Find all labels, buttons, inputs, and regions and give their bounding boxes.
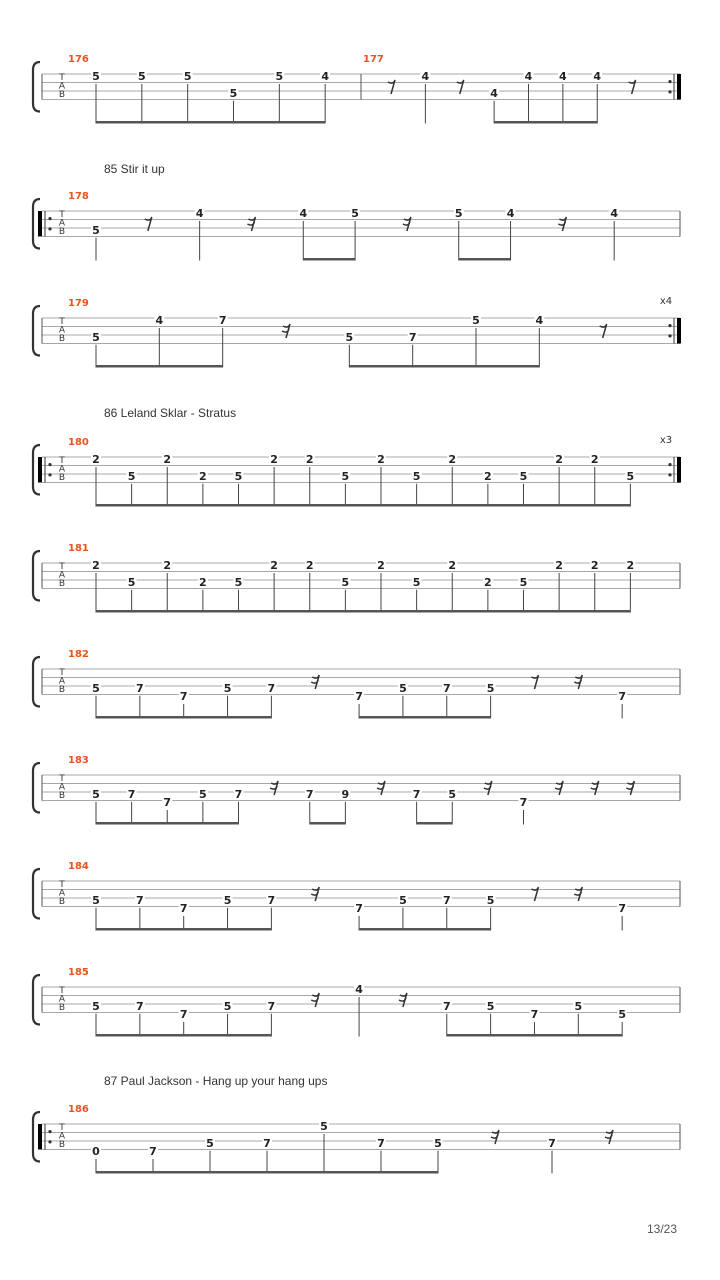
fret-number: 5 bbox=[486, 999, 495, 1013]
beam bbox=[132, 822, 168, 825]
beam bbox=[349, 365, 412, 368]
fret-number: 7 bbox=[179, 902, 188, 915]
fret-number: 2 bbox=[270, 453, 278, 466]
measure-number: 176 bbox=[68, 54, 89, 65]
beam bbox=[447, 1034, 491, 1037]
fret-number: 2 bbox=[590, 559, 599, 572]
measure-number: 178 bbox=[68, 191, 89, 202]
fret-number: 7 bbox=[127, 787, 136, 801]
fret-number: 2 bbox=[555, 559, 563, 572]
fret-number: 7 bbox=[218, 314, 227, 327]
system-bracket bbox=[33, 975, 40, 1025]
repeat-dot bbox=[668, 473, 671, 476]
tab-clef-letter: B bbox=[58, 1140, 66, 1150]
beam bbox=[167, 504, 203, 507]
system-bracket bbox=[33, 763, 40, 813]
fret-number: 5 bbox=[399, 681, 407, 695]
fret-number: 7 bbox=[179, 690, 188, 703]
beam bbox=[96, 365, 159, 368]
fret-number: 7 bbox=[519, 796, 528, 809]
measure-number: 177 bbox=[363, 54, 384, 65]
tab-clef-letter: A bbox=[58, 325, 66, 336]
fret-number: 5 bbox=[519, 469, 528, 483]
measure-number: 185 bbox=[68, 967, 89, 978]
measure-number: 180 bbox=[68, 437, 89, 448]
beam bbox=[140, 716, 184, 719]
beam bbox=[210, 1171, 267, 1174]
fret-number: 7 bbox=[442, 893, 451, 907]
fret-number: 5 bbox=[127, 469, 136, 483]
tab-clef-letter: B bbox=[58, 685, 66, 695]
fret-number: 7 bbox=[234, 787, 243, 801]
beam bbox=[488, 504, 524, 507]
fret-number: 2 bbox=[377, 559, 385, 572]
fret-number: 5 bbox=[486, 893, 495, 907]
measure-number: 179 bbox=[68, 298, 89, 309]
repeat-dot bbox=[668, 90, 671, 93]
fret-number: 7 bbox=[305, 787, 314, 801]
beam bbox=[188, 121, 234, 124]
tab-clef-letter: A bbox=[58, 676, 66, 687]
section-title-85: 85 Stir it up bbox=[104, 162, 165, 176]
fret-number: 5 bbox=[92, 787, 100, 801]
fret-number: 2 bbox=[377, 453, 385, 466]
repeat-end-thick-bar bbox=[677, 457, 681, 483]
fret-number: 2 bbox=[590, 453, 599, 466]
fret-number: 5 bbox=[434, 1136, 442, 1150]
fret-number: 5 bbox=[92, 330, 100, 344]
beam bbox=[167, 610, 203, 613]
beam bbox=[96, 928, 140, 931]
beam bbox=[228, 1034, 272, 1037]
beam bbox=[381, 504, 417, 507]
fret-number: 4 bbox=[610, 207, 619, 220]
fret-number: 5 bbox=[234, 575, 243, 589]
beam bbox=[381, 1171, 438, 1174]
beam bbox=[140, 928, 184, 931]
fret-number: 7 bbox=[618, 690, 626, 703]
beam bbox=[534, 1034, 578, 1037]
fret-number: 2 bbox=[484, 575, 492, 589]
beam bbox=[142, 121, 188, 124]
tab-clef-letter: B bbox=[58, 579, 66, 589]
beam bbox=[447, 928, 491, 931]
fret-number: 7 bbox=[548, 1136, 556, 1150]
staff-system bbox=[33, 967, 680, 1037]
fret-number: 5 bbox=[351, 207, 359, 220]
beam bbox=[559, 610, 595, 613]
fret-number: 7 bbox=[267, 999, 276, 1013]
fret-number: 5 bbox=[448, 787, 457, 801]
tab-clef-letter: A bbox=[58, 1131, 66, 1142]
fret-number: 2 bbox=[163, 559, 172, 572]
beam bbox=[563, 121, 597, 124]
fret-number: 5 bbox=[229, 86, 238, 100]
beam bbox=[303, 258, 355, 261]
fret-number: 2 bbox=[199, 575, 207, 589]
fret-number: 2 bbox=[555, 453, 563, 466]
beam bbox=[274, 610, 310, 613]
tab-clef-letter: B bbox=[58, 1003, 66, 1013]
repeat-count: x3 bbox=[659, 435, 673, 446]
fret-number: 5 bbox=[234, 469, 243, 483]
beam bbox=[203, 610, 239, 613]
staff-system bbox=[33, 649, 680, 719]
repeat-start-thick-bar bbox=[38, 1124, 42, 1150]
repeat-dot bbox=[48, 473, 51, 476]
fret-number: 5 bbox=[412, 469, 421, 483]
tab-clef-letter: T bbox=[59, 210, 65, 220]
fret-number: 4 bbox=[535, 314, 544, 327]
measure-number: 183 bbox=[68, 755, 89, 766]
fret-number: 5 bbox=[92, 70, 100, 83]
measure-number: 186 bbox=[68, 1104, 89, 1115]
repeat-end-thick-bar bbox=[677, 318, 681, 344]
system-bracket bbox=[33, 551, 40, 601]
repeat-dot bbox=[668, 463, 671, 466]
fret-number: 5 bbox=[412, 575, 421, 589]
beam bbox=[524, 504, 560, 507]
fret-number: 5 bbox=[626, 469, 635, 483]
staff-system bbox=[33, 1104, 680, 1174]
beam bbox=[324, 1171, 381, 1174]
section-title-86: 86 Leland Sklar - Stratus bbox=[104, 406, 237, 420]
beam bbox=[403, 716, 447, 719]
beam bbox=[132, 504, 168, 507]
fret-number: 5 bbox=[399, 893, 407, 907]
beam bbox=[167, 822, 203, 825]
staff-system bbox=[33, 543, 680, 613]
repeat-dot bbox=[48, 463, 51, 466]
beam bbox=[413, 365, 476, 368]
fret-number: 7 bbox=[442, 681, 451, 695]
fret-number: 7 bbox=[530, 1008, 539, 1021]
fret-number: 5 bbox=[92, 893, 100, 907]
measure-number: 182 bbox=[68, 649, 89, 660]
tab-clef-letter: B bbox=[58, 334, 66, 344]
beam bbox=[203, 822, 239, 825]
fret-number: 5 bbox=[92, 223, 100, 237]
staff-system bbox=[33, 191, 680, 261]
beam bbox=[452, 610, 488, 613]
fret-number: 7 bbox=[136, 999, 144, 1013]
fret-number: 5 bbox=[618, 1008, 626, 1021]
tab-clef-letter: A bbox=[58, 994, 66, 1005]
fret-number: 4 bbox=[524, 70, 533, 83]
fret-number: 5 bbox=[472, 314, 480, 327]
beam bbox=[381, 610, 417, 613]
beam bbox=[96, 121, 142, 124]
beam bbox=[96, 610, 132, 613]
beam bbox=[159, 365, 222, 368]
beam bbox=[239, 504, 275, 507]
staff-system bbox=[33, 755, 680, 825]
beam bbox=[559, 504, 595, 507]
fret-number: 2 bbox=[484, 469, 492, 483]
fret-number: 2 bbox=[305, 453, 314, 466]
tab-clef-letter: A bbox=[58, 888, 66, 899]
fret-number: 2 bbox=[305, 559, 314, 572]
repeat-dot bbox=[48, 217, 51, 220]
beam bbox=[239, 610, 275, 613]
fret-number: 7 bbox=[267, 681, 276, 695]
fret-number: 4 bbox=[490, 86, 498, 100]
fret-number: 5 bbox=[199, 787, 207, 801]
beam bbox=[345, 610, 381, 613]
fret-number: 5 bbox=[320, 1120, 328, 1133]
fret-number: 7 bbox=[355, 690, 363, 703]
fret-number: 4 bbox=[321, 70, 329, 83]
beam bbox=[359, 716, 403, 719]
tab-clef-letter: T bbox=[59, 317, 65, 327]
beam bbox=[417, 822, 453, 825]
fret-number: 5 bbox=[223, 681, 232, 695]
repeat-dot bbox=[48, 1130, 51, 1133]
beam bbox=[529, 121, 563, 124]
fret-number: 7 bbox=[263, 1136, 271, 1150]
fret-number: 2 bbox=[92, 559, 100, 572]
beam bbox=[595, 504, 631, 507]
repeat-dot bbox=[48, 227, 51, 230]
tab-clef-letter: T bbox=[59, 668, 65, 678]
beam bbox=[447, 716, 491, 719]
system-bracket bbox=[33, 62, 40, 112]
tab-clef-letter: A bbox=[58, 570, 66, 581]
staff-system bbox=[33, 54, 681, 124]
fret-number: 2 bbox=[92, 453, 100, 466]
beam bbox=[417, 504, 453, 507]
beam bbox=[310, 610, 346, 613]
fret-number: 7 bbox=[408, 330, 417, 344]
repeat-start-thick-bar bbox=[38, 457, 42, 483]
fret-number: 9 bbox=[341, 787, 350, 801]
repeat-dot bbox=[668, 334, 671, 337]
beam bbox=[417, 610, 453, 613]
fret-number: 5 bbox=[138, 70, 146, 83]
tab-clef-letter: B bbox=[58, 227, 66, 237]
beam bbox=[491, 1034, 535, 1037]
beam bbox=[234, 121, 280, 124]
fret-number: 5 bbox=[92, 999, 100, 1013]
fret-number: 5 bbox=[127, 575, 136, 589]
beam bbox=[203, 504, 239, 507]
beam bbox=[132, 610, 168, 613]
fret-number: 5 bbox=[183, 70, 192, 83]
tab-clef-letter: B bbox=[58, 90, 66, 100]
fret-number: 2 bbox=[270, 559, 278, 572]
beam bbox=[96, 504, 132, 507]
beam bbox=[228, 928, 272, 931]
measure-number: 184 bbox=[68, 861, 89, 872]
beam bbox=[96, 822, 132, 825]
fret-number: 7 bbox=[136, 893, 144, 907]
staff-system bbox=[33, 861, 680, 931]
repeat-start-thick-bar bbox=[38, 211, 42, 237]
fret-number: 5 bbox=[223, 893, 232, 907]
fret-number: 5 bbox=[519, 575, 528, 589]
system-bracket bbox=[33, 869, 40, 919]
tab-clef-letter: B bbox=[58, 473, 66, 483]
page-number: 13/23 bbox=[646, 1222, 677, 1236]
fret-number: 2 bbox=[448, 559, 457, 572]
system-bracket bbox=[33, 657, 40, 707]
beam bbox=[153, 1171, 210, 1174]
beam bbox=[184, 928, 228, 931]
fret-number: 5 bbox=[486, 681, 495, 695]
fret-number: 7 bbox=[163, 796, 172, 809]
staff-system bbox=[33, 296, 681, 368]
fret-number: 7 bbox=[149, 1145, 157, 1158]
beam bbox=[279, 121, 325, 124]
fret-number: 2 bbox=[448, 453, 457, 466]
tab-clef-letter: T bbox=[59, 986, 65, 996]
fret-number: 5 bbox=[223, 999, 232, 1013]
fret-number: 5 bbox=[275, 70, 284, 83]
tab-clef-letter: B bbox=[58, 791, 66, 801]
fret-number: 4 bbox=[155, 314, 164, 327]
fret-number: 5 bbox=[92, 681, 100, 695]
fret-number: 7 bbox=[136, 681, 144, 695]
fret-number: 5 bbox=[341, 575, 350, 589]
beam bbox=[274, 504, 310, 507]
beam bbox=[488, 610, 524, 613]
fret-number: 7 bbox=[355, 902, 363, 915]
beam bbox=[310, 822, 346, 825]
beam bbox=[184, 1034, 228, 1037]
fret-number: 4 bbox=[299, 207, 308, 220]
repeat-dot bbox=[668, 80, 671, 83]
beam bbox=[494, 121, 528, 124]
tab-clef-letter: T bbox=[59, 562, 65, 572]
fret-number: 2 bbox=[199, 469, 207, 483]
fret-number: 7 bbox=[267, 893, 276, 907]
beam bbox=[476, 365, 539, 368]
beam bbox=[578, 1034, 622, 1037]
tab-clef-letter: A bbox=[58, 782, 66, 793]
fret-number: 5 bbox=[454, 207, 463, 220]
fret-number: 4 bbox=[421, 70, 430, 83]
tab-clef-letter: A bbox=[58, 81, 66, 92]
beam bbox=[96, 1171, 153, 1174]
beam bbox=[140, 1034, 184, 1037]
beam bbox=[184, 716, 228, 719]
fret-number: 7 bbox=[618, 902, 626, 915]
beam bbox=[310, 504, 346, 507]
section-title-87: 87 Paul Jackson - Hang up your hang ups bbox=[104, 1074, 328, 1088]
beam bbox=[267, 1171, 324, 1174]
fret-number: 4 bbox=[355, 983, 363, 996]
fret-number: 2 bbox=[163, 453, 172, 466]
repeat-count: x4 bbox=[659, 296, 673, 307]
repeat-dot bbox=[48, 1140, 51, 1143]
beam bbox=[403, 928, 447, 931]
beam bbox=[595, 610, 631, 613]
fret-number: 4 bbox=[195, 207, 204, 220]
repeat-dot bbox=[668, 324, 671, 327]
beam bbox=[359, 928, 403, 931]
fret-number: 0 bbox=[92, 1145, 100, 1158]
staff-system bbox=[33, 435, 681, 507]
fret-number: 5 bbox=[574, 999, 583, 1013]
fret-number: 7 bbox=[377, 1136, 385, 1150]
beam bbox=[96, 1034, 140, 1037]
tab-clef-letter: A bbox=[58, 464, 66, 475]
beam bbox=[228, 716, 272, 719]
beam bbox=[345, 504, 381, 507]
tab-clef-letter: A bbox=[58, 218, 66, 229]
fret-number: 5 bbox=[341, 469, 350, 483]
tab-clef-letter: T bbox=[59, 456, 65, 466]
tab-clef-letter: T bbox=[59, 1123, 65, 1133]
tab-clef-letter: T bbox=[59, 880, 65, 890]
repeat-end-thick-bar bbox=[677, 74, 681, 100]
beam bbox=[96, 716, 140, 719]
fret-number: 7 bbox=[179, 1008, 188, 1021]
fret-number: 7 bbox=[412, 787, 421, 801]
fret-number: 5 bbox=[206, 1136, 214, 1150]
fret-number: 4 bbox=[506, 207, 515, 220]
system-bracket bbox=[33, 306, 40, 356]
beam bbox=[459, 258, 511, 261]
tab-clef-letter: B bbox=[58, 897, 66, 907]
fret-number: 4 bbox=[593, 70, 602, 83]
tab-clef-letter: T bbox=[59, 73, 65, 83]
fret-number: 5 bbox=[345, 330, 354, 344]
beam bbox=[452, 504, 488, 507]
beam bbox=[524, 610, 560, 613]
measure-number: 181 bbox=[68, 543, 89, 554]
tab-clef-letter: T bbox=[59, 774, 65, 784]
fret-number: 7 bbox=[442, 999, 451, 1013]
fret-number: 2 bbox=[626, 559, 635, 572]
fret-number: 4 bbox=[559, 70, 567, 83]
